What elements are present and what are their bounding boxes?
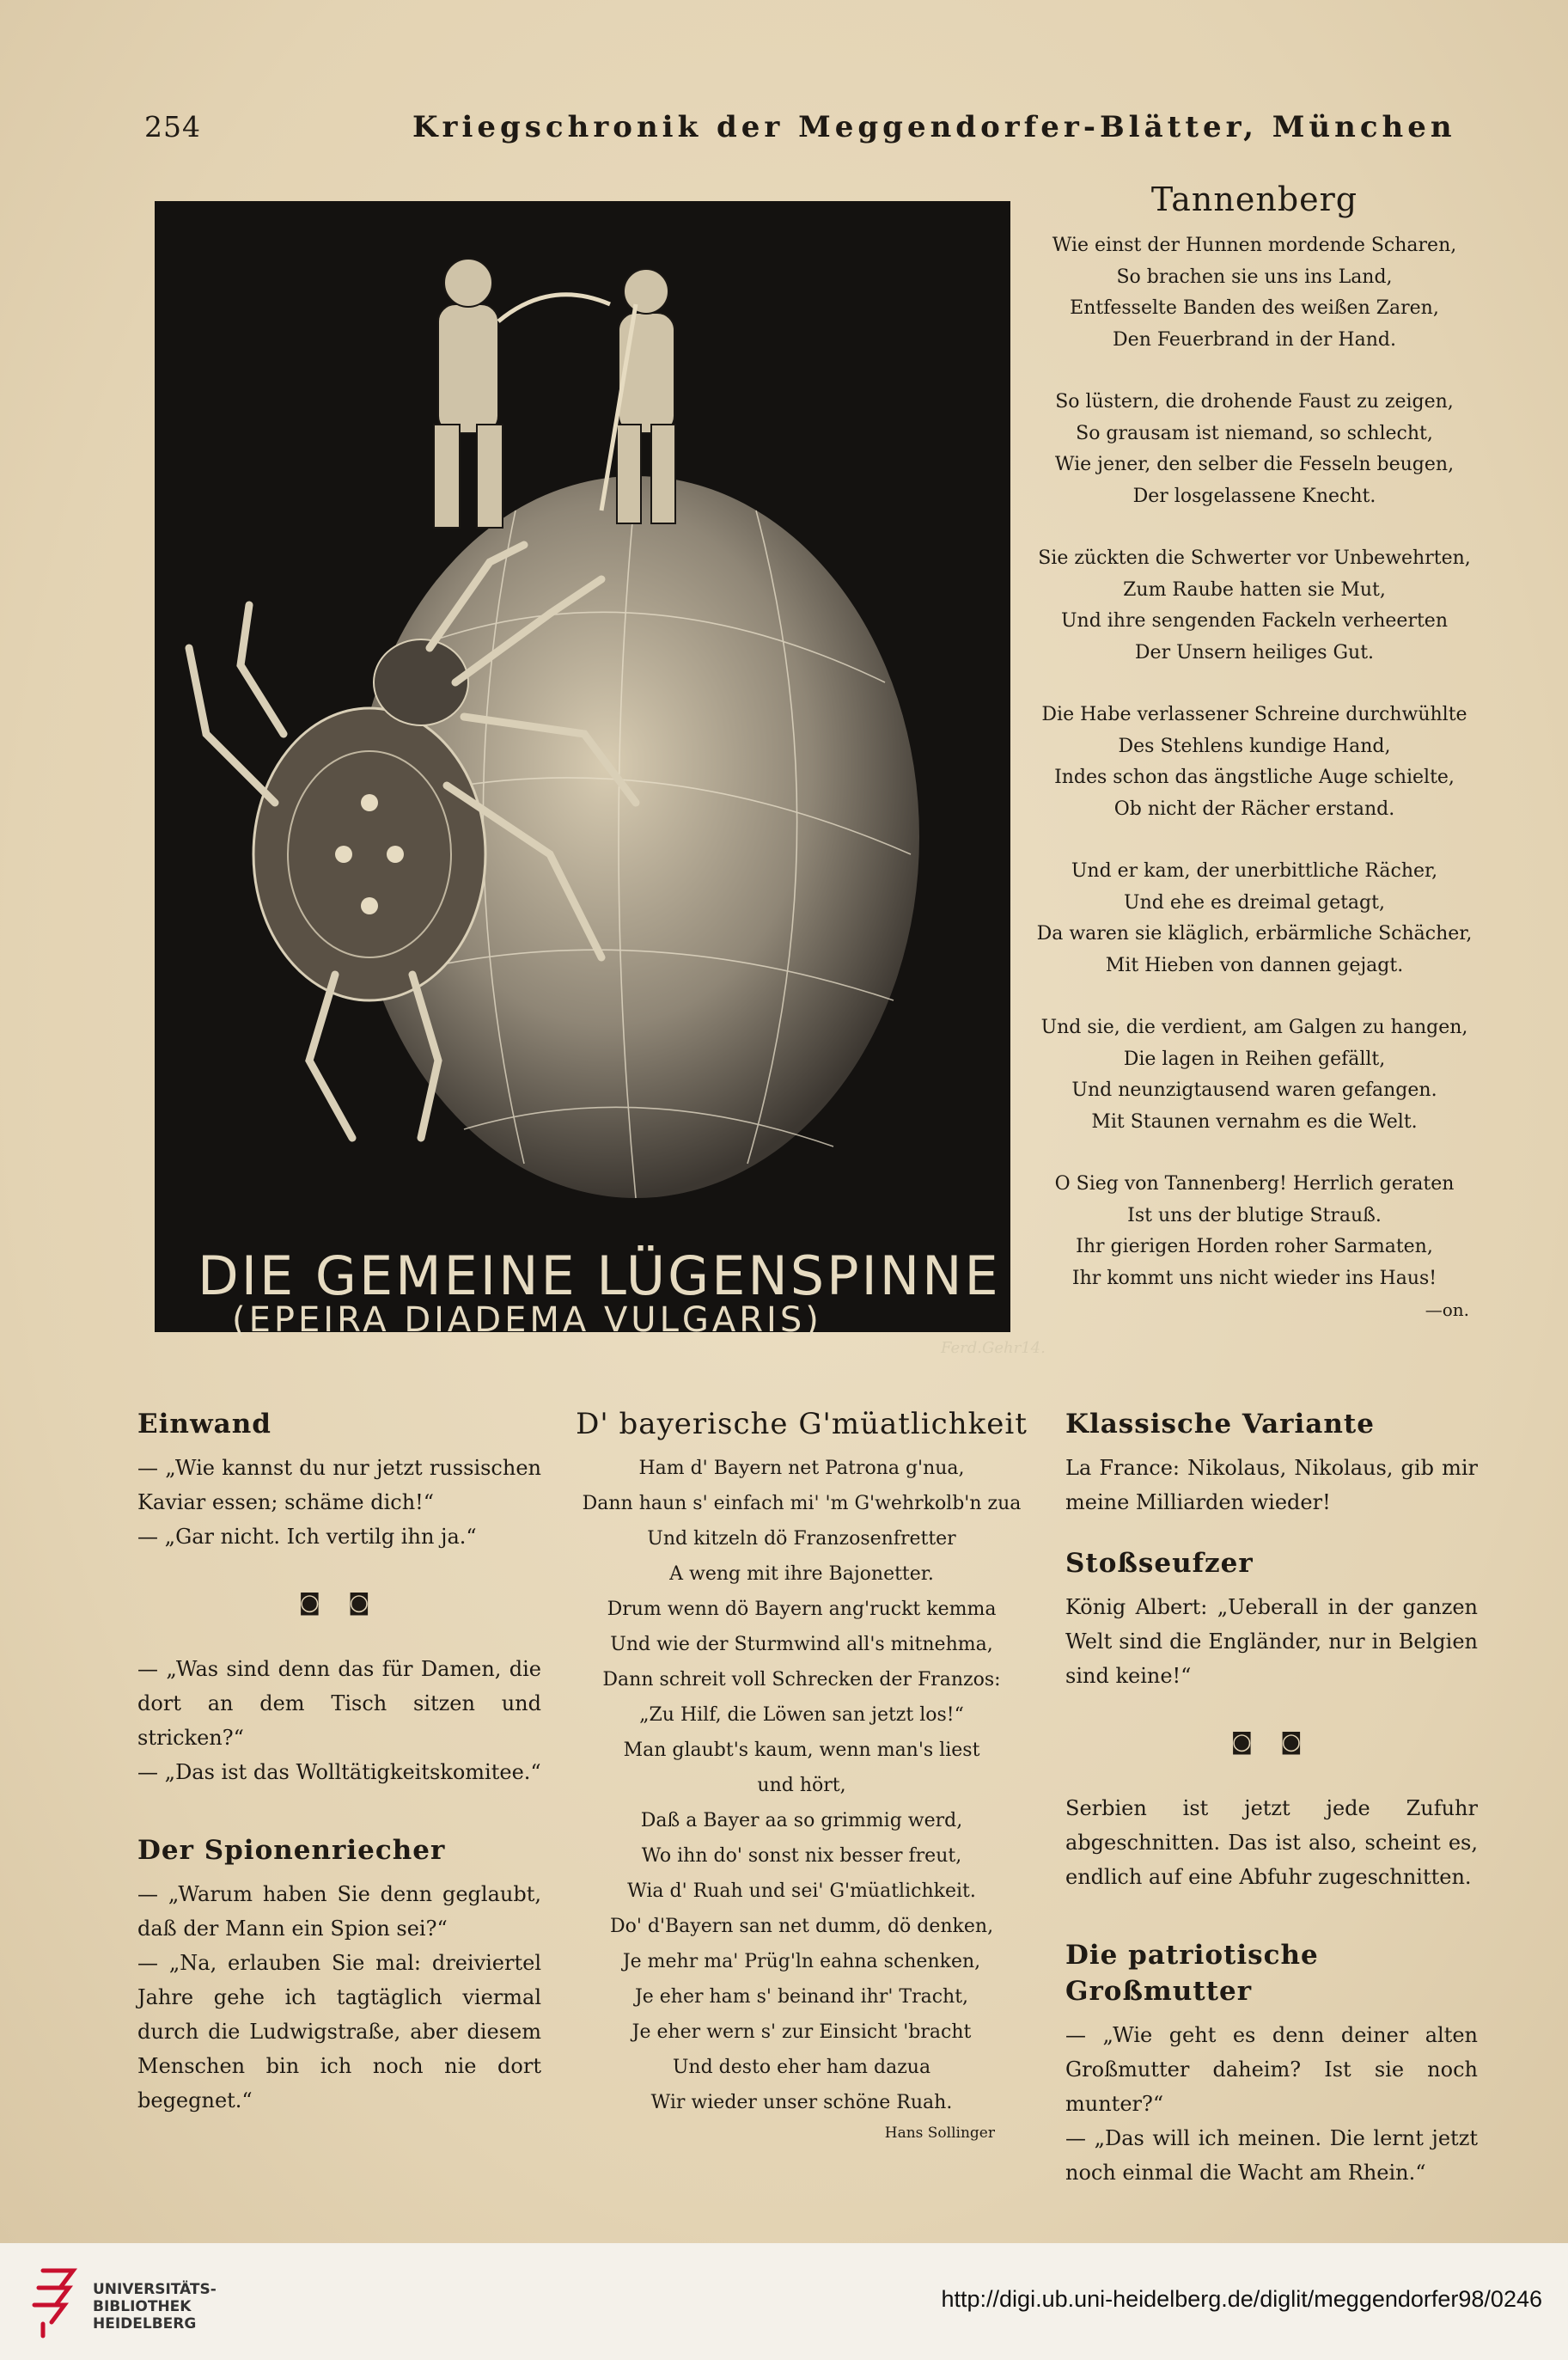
ornament-divider: ◙ ◙ (1230, 1729, 1313, 1755)
spider-drawing (155, 201, 1010, 1332)
illustration-title: DIE GEMEINE LÜGENSPINNE (198, 1244, 1001, 1307)
poem-line: Ob nicht der Rächer erstand. (1113, 798, 1395, 820)
library-footer (0, 2243, 1568, 2360)
section-title-gmuatlichkeit: D' bayerische G'müatlichkeit (576, 1407, 1028, 1441)
source-url-link[interactable]: http://digi.ub.uni-heidelberg.de/diglit/meggendorfer98/0246 (941, 2286, 1542, 2312)
poem-line: Indes schon das ängstliche Auge schielte, (1054, 767, 1455, 788)
section-title-spionenriecher: Der Spionenriecher (137, 1835, 446, 1866)
spider-illustration (155, 201, 1046, 1357)
poem-line: Der losgelassene Knecht. (1132, 485, 1376, 507)
poem-line: Da waren sie kläglich, erbärmliche Schächer, (1036, 923, 1473, 945)
paragraph: — „Wie geht es denn deiner alten Großmutter daheim? Ist sie noch munter?“ (1065, 2023, 1478, 2116)
verse-line: „Zu Hilf, die Löwen san jetzt los!“ (639, 1704, 964, 1726)
poem-line: Mit Staunen vernahm es die Welt. (1091, 1110, 1418, 1133)
middle-column (574, 1406, 1029, 2146)
poem-signature: —on. (1425, 1299, 1469, 1320)
running-head: Kriegschronik der Meggendorfer-Blätter, München (412, 110, 1456, 144)
poem-line: Und er kam, der unerbittliche Rächer, (1071, 860, 1438, 882)
verse-line: Wia d' Ruah und sei' G'müatlichkeit. (627, 1880, 976, 1902)
poem-line: Den Feuerbrand in der Hand. (1113, 328, 1396, 351)
poem-line: Und ehe es dreimal getagt, (1124, 891, 1385, 914)
paragraph: König Albert: „Ueberall in der ganzen Welt sind die Engländer, nur in Belgien sind keine!“ (1065, 1595, 1478, 1688)
stanza (1022, 543, 1486, 669)
stanza (1022, 1169, 1486, 1294)
soldier-left (438, 304, 498, 433)
poem-line: So grausam ist niemand, so schlecht, (1076, 422, 1433, 444)
verse-line: Und kitzeln dö Franzosenfretter (647, 1528, 956, 1550)
verse-line: Je eher ham s' beinand ihr' Tracht, (634, 1986, 969, 2008)
stanza (1022, 230, 1486, 356)
verse-line: Je mehr ma' Prüg'ln eahna schenken, (622, 1951, 981, 1972)
poem-line: Ist uns der blutige Strauß. (1127, 1204, 1382, 1226)
right-column (1065, 1406, 1478, 2190)
poem-line: Ihr gierigen Horden roher Sarmaten, (1076, 1236, 1433, 1257)
artist-signature: Ferd.Gehr14. (941, 1339, 1046, 1357)
library-name-line: BIBLIOTHEK (93, 2298, 192, 2315)
stanza (1022, 700, 1486, 825)
paragraph: — „Warum haben Sie denn geglaubt, daß der Mann ein Spion sei?“ (137, 1882, 541, 1941)
library-name-line: HEIDELBERG (93, 2315, 197, 2332)
verse-line: Und desto eher ham dazua (672, 2057, 931, 2078)
section-title-stossseufzer: Stoßseufzer (1065, 1548, 1254, 1579)
verse-line: und hört, (757, 1775, 846, 1796)
stanza (1022, 1012, 1486, 1138)
poem-line: Der Unsern heiliges Gut. (1134, 641, 1375, 663)
poem-line: Wie jener, den selber die Fesseln beugen, (1054, 454, 1455, 475)
poem-line: Zum Raube hatten sie Mut, (1123, 578, 1386, 601)
paragraph: La France: Nikolaus, Nikolaus, gib mir meine Milliarden wieder! (1065, 1456, 1478, 1514)
verse-author: Hans Sollinger (884, 2125, 995, 2142)
poem-line: Des Stehlens kundige Hand, (1118, 735, 1391, 757)
verse-line: Je eher wern s' zur Einsicht 'bracht (631, 2021, 972, 2043)
library-name-line: UNIVERSITÄTS- (93, 2281, 217, 2298)
poem-line: Mit Hieben von dannen gejagt. (1105, 954, 1404, 976)
verse-line: Wir wieder unser schöne Ruah. (650, 2092, 953, 2113)
paragraph: — „Wie kannst du nur jetzt russischen Kaviar essen; schäme dich!“ (137, 1456, 541, 1514)
verse-line: A weng mit ihre Bajonetter. (669, 1563, 934, 1585)
left-column (137, 1406, 541, 2118)
verse-line: Ham d' Bayern net Patrona g'nua, (638, 1458, 965, 1479)
section-title-klassische-variante: Klassische Variante (1065, 1409, 1375, 1440)
verse-line: Do' d'Bayern san net dumm, dö denken, (609, 1916, 994, 1937)
page-number: 254 (144, 110, 201, 144)
poem-line: Wie einst der Hunnen mordende Scharen, (1052, 235, 1457, 256)
paragraph: — „Na, erlauben Sie mal: dreiviertel Jahre gehe ich tagtäglich viermal durch die Ludwigstraße, aber diesem Menschen bin ich noch nie dort begegnet.“ (137, 1951, 541, 2112)
paragraph: — „Das will ich meinen. Die lernt jetzt noch einmal die Wacht am Rhein.“ (1065, 2126, 1478, 2185)
soldier-right (619, 313, 674, 433)
poem-tannenberg (1022, 180, 1486, 1320)
poem-line: So brachen sie uns ins Land, (1116, 266, 1393, 288)
verse-line: Wo ihn do' sonst nix besser freut, (641, 1845, 962, 1867)
poem-title: Tannenberg (1150, 180, 1358, 218)
verse-line: Man glaubt's kaum, wenn man's liest (623, 1739, 980, 1761)
paragraph: — „Was sind denn das für Damen, die dort an dem Tisch sitzen und stricken?“ (137, 1657, 541, 1750)
university-library-logo-icon (26, 2262, 86, 2339)
section-title-grossmutter: Die patriotische Großmutter (1065, 1940, 1319, 2007)
verse-line: Daß a Bayer aa so grimmig werd, (640, 1810, 963, 1831)
poem-line: So lüstern, die drohende Faust zu zeigen, (1055, 391, 1454, 413)
stanza (1022, 387, 1486, 512)
stanza (1022, 856, 1486, 981)
poem-line: O Sieg von Tannenberg! Herrlich geraten (1054, 1173, 1455, 1195)
paragraph: — „Das ist das Wolltätigkeitskomitee.“ (137, 1760, 541, 1784)
paragraph: — „Gar nicht. Ich vertilg ihn ja.“ (137, 1525, 477, 1549)
verse-line: Drum wenn dö Bayern ang'ruckt kemma (607, 1599, 997, 1620)
section-title-einwand: Einwand (137, 1409, 272, 1440)
verse-line: Und wie der Sturmwind all's mitnehma, (610, 1634, 993, 1655)
poem-line: Und sie, die verdient, am Galgen zu hangen, (1040, 1017, 1468, 1038)
paragraph: Serbien ist jetzt jede Zufuhr abgeschnitten. Das ist also, scheint es, endlich auf eine Abfuhr zugeschnitten. (1065, 1796, 1478, 1889)
poem-line: Die Habe verlassener Schreine durchwühlte (1041, 704, 1467, 725)
verse-line: Dann haun s' einfach mi' 'm G'wehrkolb'n zua (582, 1493, 1022, 1514)
poem-line: Sie zückten die Schwerter vor Unbewehrten, (1038, 547, 1471, 569)
poem-line: Die lagen in Reihen gefällt, (1123, 1048, 1386, 1070)
ornament-divider: ◙ ◙ (298, 1590, 381, 1616)
poem-line: Ihr kommt uns nicht wieder ins Haus! (1071, 1267, 1437, 1289)
verse-line: Dann schreit voll Schrecken der Franzos: (602, 1669, 1001, 1691)
illustration-subtitle: (EPEIRA DIADEMA VULGARIS) (232, 1300, 822, 1340)
page-header (137, 110, 1478, 153)
poem-line: Entfesselte Banden des weißen Zaren, (1070, 297, 1439, 319)
library-name (93, 2281, 217, 2332)
poem-line: Und neunzigtausend waren gefangen. (1071, 1079, 1437, 1101)
poem-line: Und ihre sengenden Fackeln verheerten (1060, 610, 1448, 632)
